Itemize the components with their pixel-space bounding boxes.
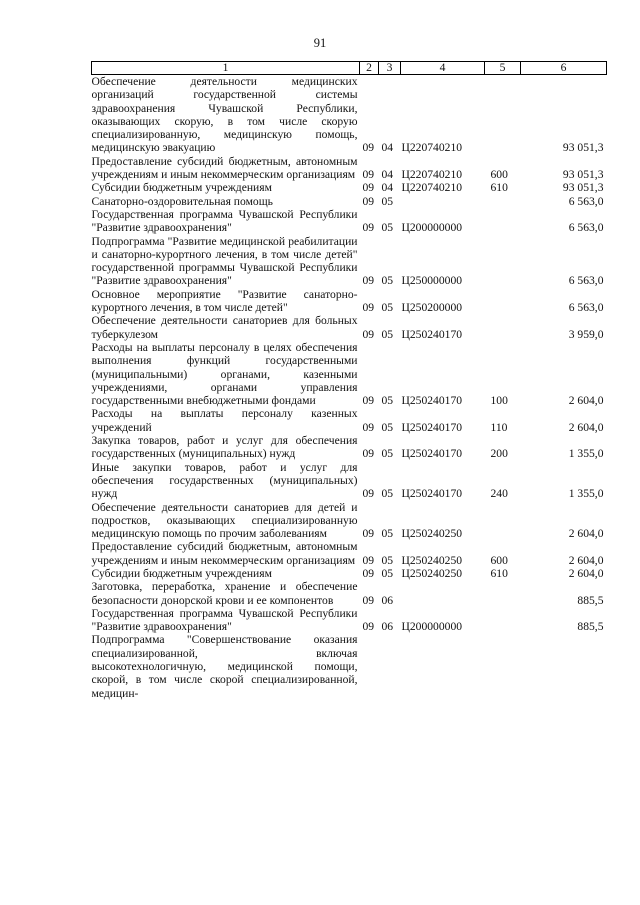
subsection-code: 05 bbox=[381, 327, 394, 341]
expense-type-code: 200 bbox=[490, 447, 508, 461]
table-row bbox=[92, 235, 607, 288]
target-article-code: Ц250240170 bbox=[401, 394, 463, 408]
target-article-code: Ц250240170 bbox=[401, 487, 463, 501]
table-row bbox=[92, 314, 607, 341]
target-article-code: Ц250240170 bbox=[401, 327, 463, 341]
expense-type-code bbox=[485, 314, 521, 341]
item-name: Подпрограмма "Совершенствование оказания специализированной, включая высокотехнологичную, медицинской помощи, скорой, в том числе скорой специализированной, медицин- bbox=[91, 633, 358, 700]
amount: 6 563,0 bbox=[568, 221, 604, 235]
table-body bbox=[92, 75, 607, 700]
target-article-code: Ц220740210 bbox=[401, 181, 463, 195]
amount: 2 604,0 bbox=[568, 527, 604, 541]
header-col-3: 3 bbox=[379, 62, 401, 75]
amount: 93 051,3 bbox=[562, 141, 604, 155]
item-name: Заготовка, переработка, хранение и обеспечение безопасности донорской крови и ее компонентов bbox=[91, 580, 358, 607]
header-col-5: 5 bbox=[485, 62, 521, 75]
subsection-code: 05 bbox=[381, 301, 394, 315]
expense-type-code bbox=[485, 235, 521, 288]
page-number: 91 bbox=[313, 36, 327, 50]
item-name: Санаторно-оздоровительная помощь bbox=[91, 194, 273, 208]
item-name: Государственная программа Чувашской Республики "Развитие здравоохранения" bbox=[91, 207, 358, 235]
subsection-code: 06 bbox=[381, 620, 394, 634]
table-row bbox=[92, 501, 607, 541]
expense-type-code bbox=[485, 288, 521, 315]
section-code bbox=[360, 633, 379, 699]
target-article-code bbox=[401, 633, 485, 699]
table-row bbox=[92, 75, 607, 155]
expense-type-code: 600 bbox=[490, 553, 508, 567]
table-row bbox=[92, 434, 607, 461]
subsection-code: 05 bbox=[381, 553, 394, 567]
item-name: Расходы на выплаты персоналу казенных учреждений bbox=[91, 407, 358, 434]
section-code: 09 bbox=[362, 620, 375, 634]
item-name: Предоставление субсидий бюджетным, автономным учреждениям и иным некоммерческим организациям bbox=[91, 154, 358, 182]
section-code: 09 bbox=[362, 301, 375, 315]
target-article-code: Ц250240170 bbox=[401, 420, 463, 434]
target-article-code bbox=[401, 195, 485, 208]
target-article-code: Ц250240170 bbox=[401, 447, 463, 461]
expense-type-code: 240 bbox=[490, 487, 508, 501]
subsection-code: 04 bbox=[381, 168, 394, 182]
item-name: Обеспечение деятельности санаториев для больных туберкулезом bbox=[91, 314, 358, 341]
target-article-code: Ц250240250 bbox=[401, 553, 463, 567]
table-row bbox=[92, 461, 607, 501]
section-code: 09 bbox=[362, 274, 375, 288]
subsection-code: 05 bbox=[381, 221, 394, 235]
expense-type-code: 610 bbox=[490, 566, 508, 580]
subsection-code: 05 bbox=[381, 566, 394, 580]
target-article-code bbox=[401, 580, 485, 607]
header-col-2: 2 bbox=[360, 62, 379, 75]
amount: 1 355,0 bbox=[568, 487, 604, 501]
amount: 885,5 bbox=[577, 620, 604, 634]
subsection-code: 04 bbox=[381, 181, 394, 195]
table-header bbox=[92, 62, 607, 75]
section-code: 09 bbox=[362, 327, 375, 341]
expense-type-code bbox=[485, 501, 521, 541]
table-row bbox=[92, 407, 607, 434]
table-row bbox=[92, 607, 607, 634]
section-code: 09 bbox=[362, 221, 375, 235]
expense-type-code bbox=[485, 75, 521, 155]
subsection-code: 05 bbox=[381, 420, 394, 434]
item-name: Предоставление субсидий бюджетным, автономным учреждениям и иным некоммерческим организациям bbox=[91, 540, 358, 567]
amount bbox=[521, 633, 607, 699]
item-name: Иные закупки товаров, работ и услуг для обеспечения государственных (муниципальных) нужд bbox=[91, 460, 358, 501]
section-code: 09 bbox=[362, 566, 375, 580]
amount: 2 604,0 bbox=[568, 566, 604, 580]
expense-type-code: 600 bbox=[490, 168, 508, 182]
expense-type-code: 110 bbox=[490, 420, 508, 434]
section-code: 09 bbox=[362, 553, 375, 567]
table-row bbox=[92, 540, 607, 567]
section-code: 09 bbox=[362, 141, 375, 155]
table-row bbox=[92, 567, 607, 580]
header-col-4: 4 bbox=[401, 62, 485, 75]
expense-type-code bbox=[485, 580, 521, 607]
item-name: Государственная программа Чувашской Республики "Развитие здравоохранения" bbox=[91, 606, 358, 634]
item-name: Расходы на выплаты персоналу в целях обеспечения выполнения функций государственными (муниципальными) органами, казенными учреждениями, органами управления государственными внебюджетными фондами bbox=[91, 340, 358, 408]
subsection-code: 05 bbox=[381, 487, 394, 501]
table-row bbox=[92, 195, 607, 208]
table-row bbox=[92, 181, 607, 194]
section-code: 09 bbox=[362, 168, 375, 182]
target-article-code: Ц200000000 bbox=[401, 620, 463, 634]
target-article-code: Ц250240250 bbox=[401, 566, 463, 580]
subsection-code: 05 bbox=[381, 447, 394, 461]
subsection-code: 05 bbox=[381, 394, 394, 408]
section-code: 09 bbox=[362, 181, 375, 195]
section-code: 09 bbox=[362, 527, 375, 541]
item-name: Подпрограмма "Развитие медицинской реабилитации и санаторно-курортного лечения, в том числе детей" государственной программы Чувашской Республики "Развитие здравоохранения" bbox=[91, 234, 358, 288]
item-name: Субсидии бюджетным учреждениям bbox=[91, 181, 272, 195]
subsection-code bbox=[379, 633, 401, 699]
target-article-code: Ц200000000 bbox=[401, 221, 463, 235]
item-name: Субсидии бюджетным учреждениям bbox=[91, 566, 272, 580]
expense-type-code: 100 bbox=[490, 394, 508, 408]
expense-type-code bbox=[485, 208, 521, 235]
target-article-code: Ц220740210 bbox=[401, 141, 463, 155]
amount: 2 604,0 bbox=[568, 553, 604, 567]
table-row bbox=[92, 208, 607, 235]
section-code: 09 bbox=[362, 593, 375, 607]
table-row bbox=[92, 633, 607, 699]
expense-type-code bbox=[485, 195, 521, 208]
amount: 6 563,0 bbox=[568, 194, 604, 208]
expense-type-code: 610 bbox=[490, 181, 508, 195]
section-code: 09 bbox=[362, 394, 375, 408]
target-article-code: Ц220740210 bbox=[401, 168, 463, 182]
subsection-code: 05 bbox=[381, 274, 394, 288]
subsection-code: 06 bbox=[381, 593, 394, 607]
amount: 6 563,0 bbox=[568, 274, 604, 288]
section-code: 09 bbox=[362, 420, 375, 434]
amount: 1 355,0 bbox=[568, 447, 604, 461]
item-name: Обеспечение деятельности санаториев для детей и подростков, оказывающих специализированную медицинскую помощь по прочим заболеваниям bbox=[91, 500, 358, 541]
amount: 3 959,0 bbox=[568, 327, 604, 341]
amount: 93 051,3 bbox=[562, 168, 604, 182]
section-code: 09 bbox=[362, 447, 375, 461]
amount: 2 604,0 bbox=[568, 394, 604, 408]
amount: 885,5 bbox=[577, 593, 604, 607]
target-article-code: Ц250000000 bbox=[401, 274, 463, 288]
table-row bbox=[92, 288, 607, 315]
table-row bbox=[92, 155, 607, 182]
subsection-code: 04 bbox=[381, 141, 394, 155]
section-code: 09 bbox=[362, 194, 375, 208]
section-code: 09 bbox=[362, 487, 375, 501]
item-name: Обеспечение деятельности медицинских организаций государственной системы здравоохранения Чувашской Республики, оказывающих скорую, в том числе скорую специализированную, медицинскую помощь, медицинскую эвакуацию bbox=[91, 75, 358, 155]
table-row bbox=[92, 580, 607, 607]
amount: 2 604,0 bbox=[568, 420, 604, 434]
budget-table bbox=[91, 61, 607, 700]
amount: 93 051,3 bbox=[562, 181, 604, 195]
target-article-code: Ц250200000 bbox=[401, 301, 463, 315]
header-row bbox=[92, 62, 607, 75]
header-col-6: 6 bbox=[521, 62, 607, 75]
item-name: Основное мероприятие "Развитие санаторно-курортного лечения, в том числе детей" bbox=[91, 287, 358, 315]
subsection-code: 05 bbox=[381, 194, 394, 208]
target-article-code: Ц250240250 bbox=[401, 527, 463, 541]
amount: 6 563,0 bbox=[568, 301, 604, 315]
expense-type-code bbox=[485, 607, 521, 634]
header-col-1: 1 bbox=[92, 62, 360, 75]
subsection-code: 05 bbox=[381, 527, 394, 541]
expense-type-code bbox=[485, 633, 521, 699]
table-row bbox=[92, 341, 607, 407]
item-name: Закупка товаров, работ и услуг для обеспечения государственных (муниципальных) нужд bbox=[91, 434, 358, 461]
